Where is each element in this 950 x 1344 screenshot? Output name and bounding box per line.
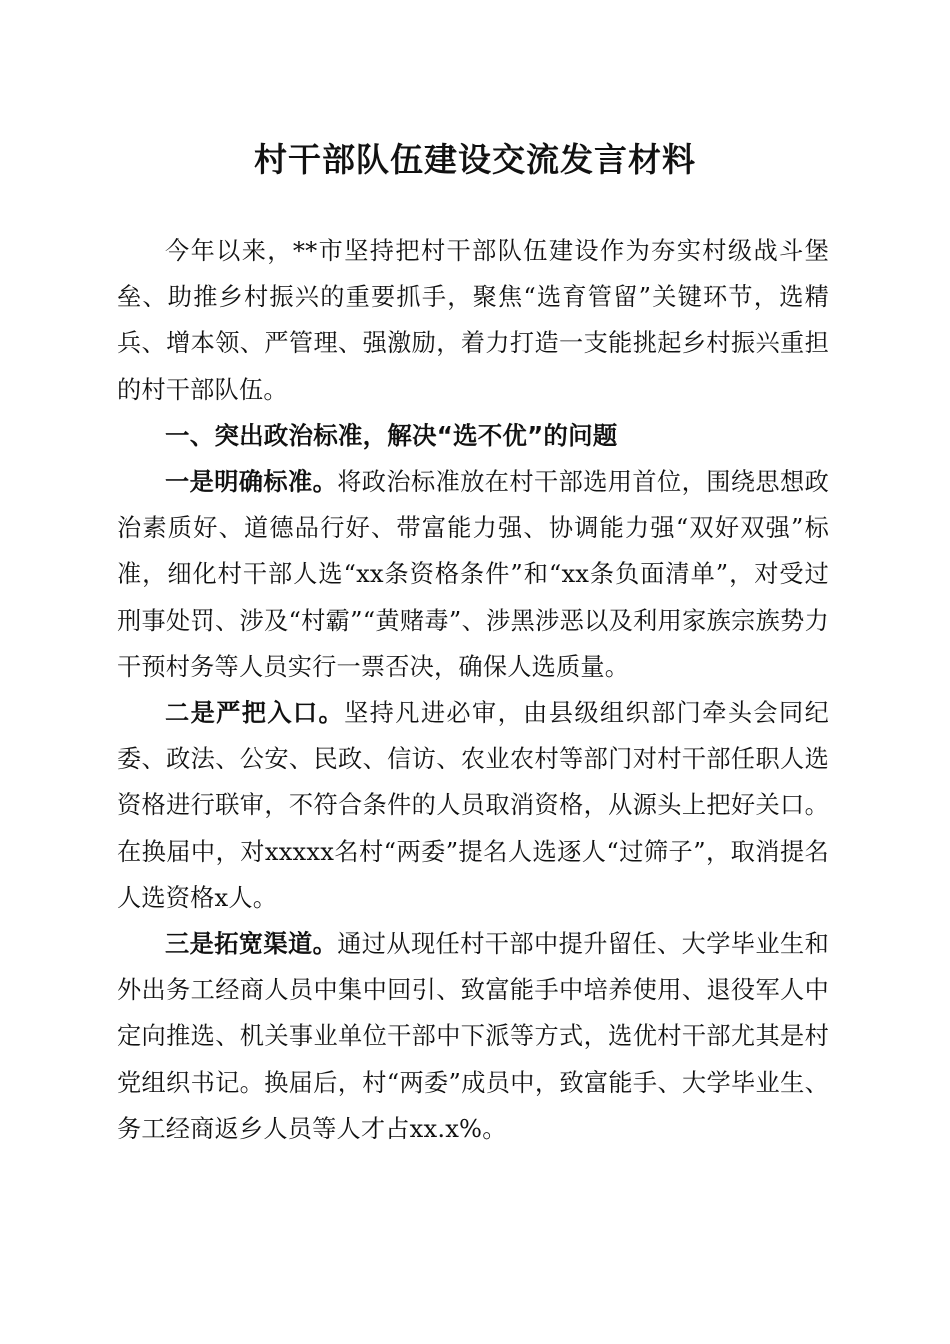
item-lead-3: 三是拓宽渠道。: [165, 930, 338, 959]
item-text-2: 坚持凡进必审，由县级组织部门牵头会同纪委、政法、公安、民政、信访、农业农村等部门对村干部任职人选资格进行联审，不符合条件的人员取消资格，从源头上把好关口。在换届中，对xxxxx名村“两委”提名人选逐人“过筛子”，取消提名人选资格x人。: [117, 699, 829, 912]
document-title: 村干部队伍建设交流发言材料: [254, 140, 696, 179]
item-paragraph-2: [117, 690, 829, 921]
item-lead-2: 二是严把入口。: [165, 699, 345, 728]
document-body: [117, 228, 829, 1152]
item-text-1: 将政治标准放在村干部选用首位，围绕思想政治素质好、道德品行好、带富能力强、协调能力强“双好双强”标准，细化村干部人选“xx条资格条件”和“xx条负面清单”，对受过刑事处罚、涉及“村霸”“黄赌毒”、涉黑涉恶以及利用家族宗族势力干预村务等人员实行一票否决，确保人选质量。: [117, 468, 829, 681]
item-lead-1: 一是明确标准。: [165, 468, 338, 497]
item-paragraph-3: [117, 921, 829, 1152]
item-paragraph-1: [117, 459, 829, 690]
intro-paragraph: 今年以来，**市坚持把村干部队伍建设作为夯实村级战斗堡垒、助推乡村振兴的重要抓手，聚焦“选育管留”关键环节，选精兵、增本领、严管理、强激励，着力打造一支能挑起乡村振兴重担的村干部队伍。: [117, 237, 829, 404]
item-text-3: 通过从现任村干部中提升留任、大学毕业生和外出务工经商人员中集中回引、致富能手中培养使用、退役军人中定向推选、机关事业单位干部中下派等方式，选优村干部尤其是村党组织书记。换届后，村“两委”成员中，致富能手、大学毕业生、务工经商返乡人员等人才占xx.x%。: [117, 930, 829, 1143]
section-heading: 一、突出政治标准，解决“选不优”的问题: [165, 420, 618, 450]
